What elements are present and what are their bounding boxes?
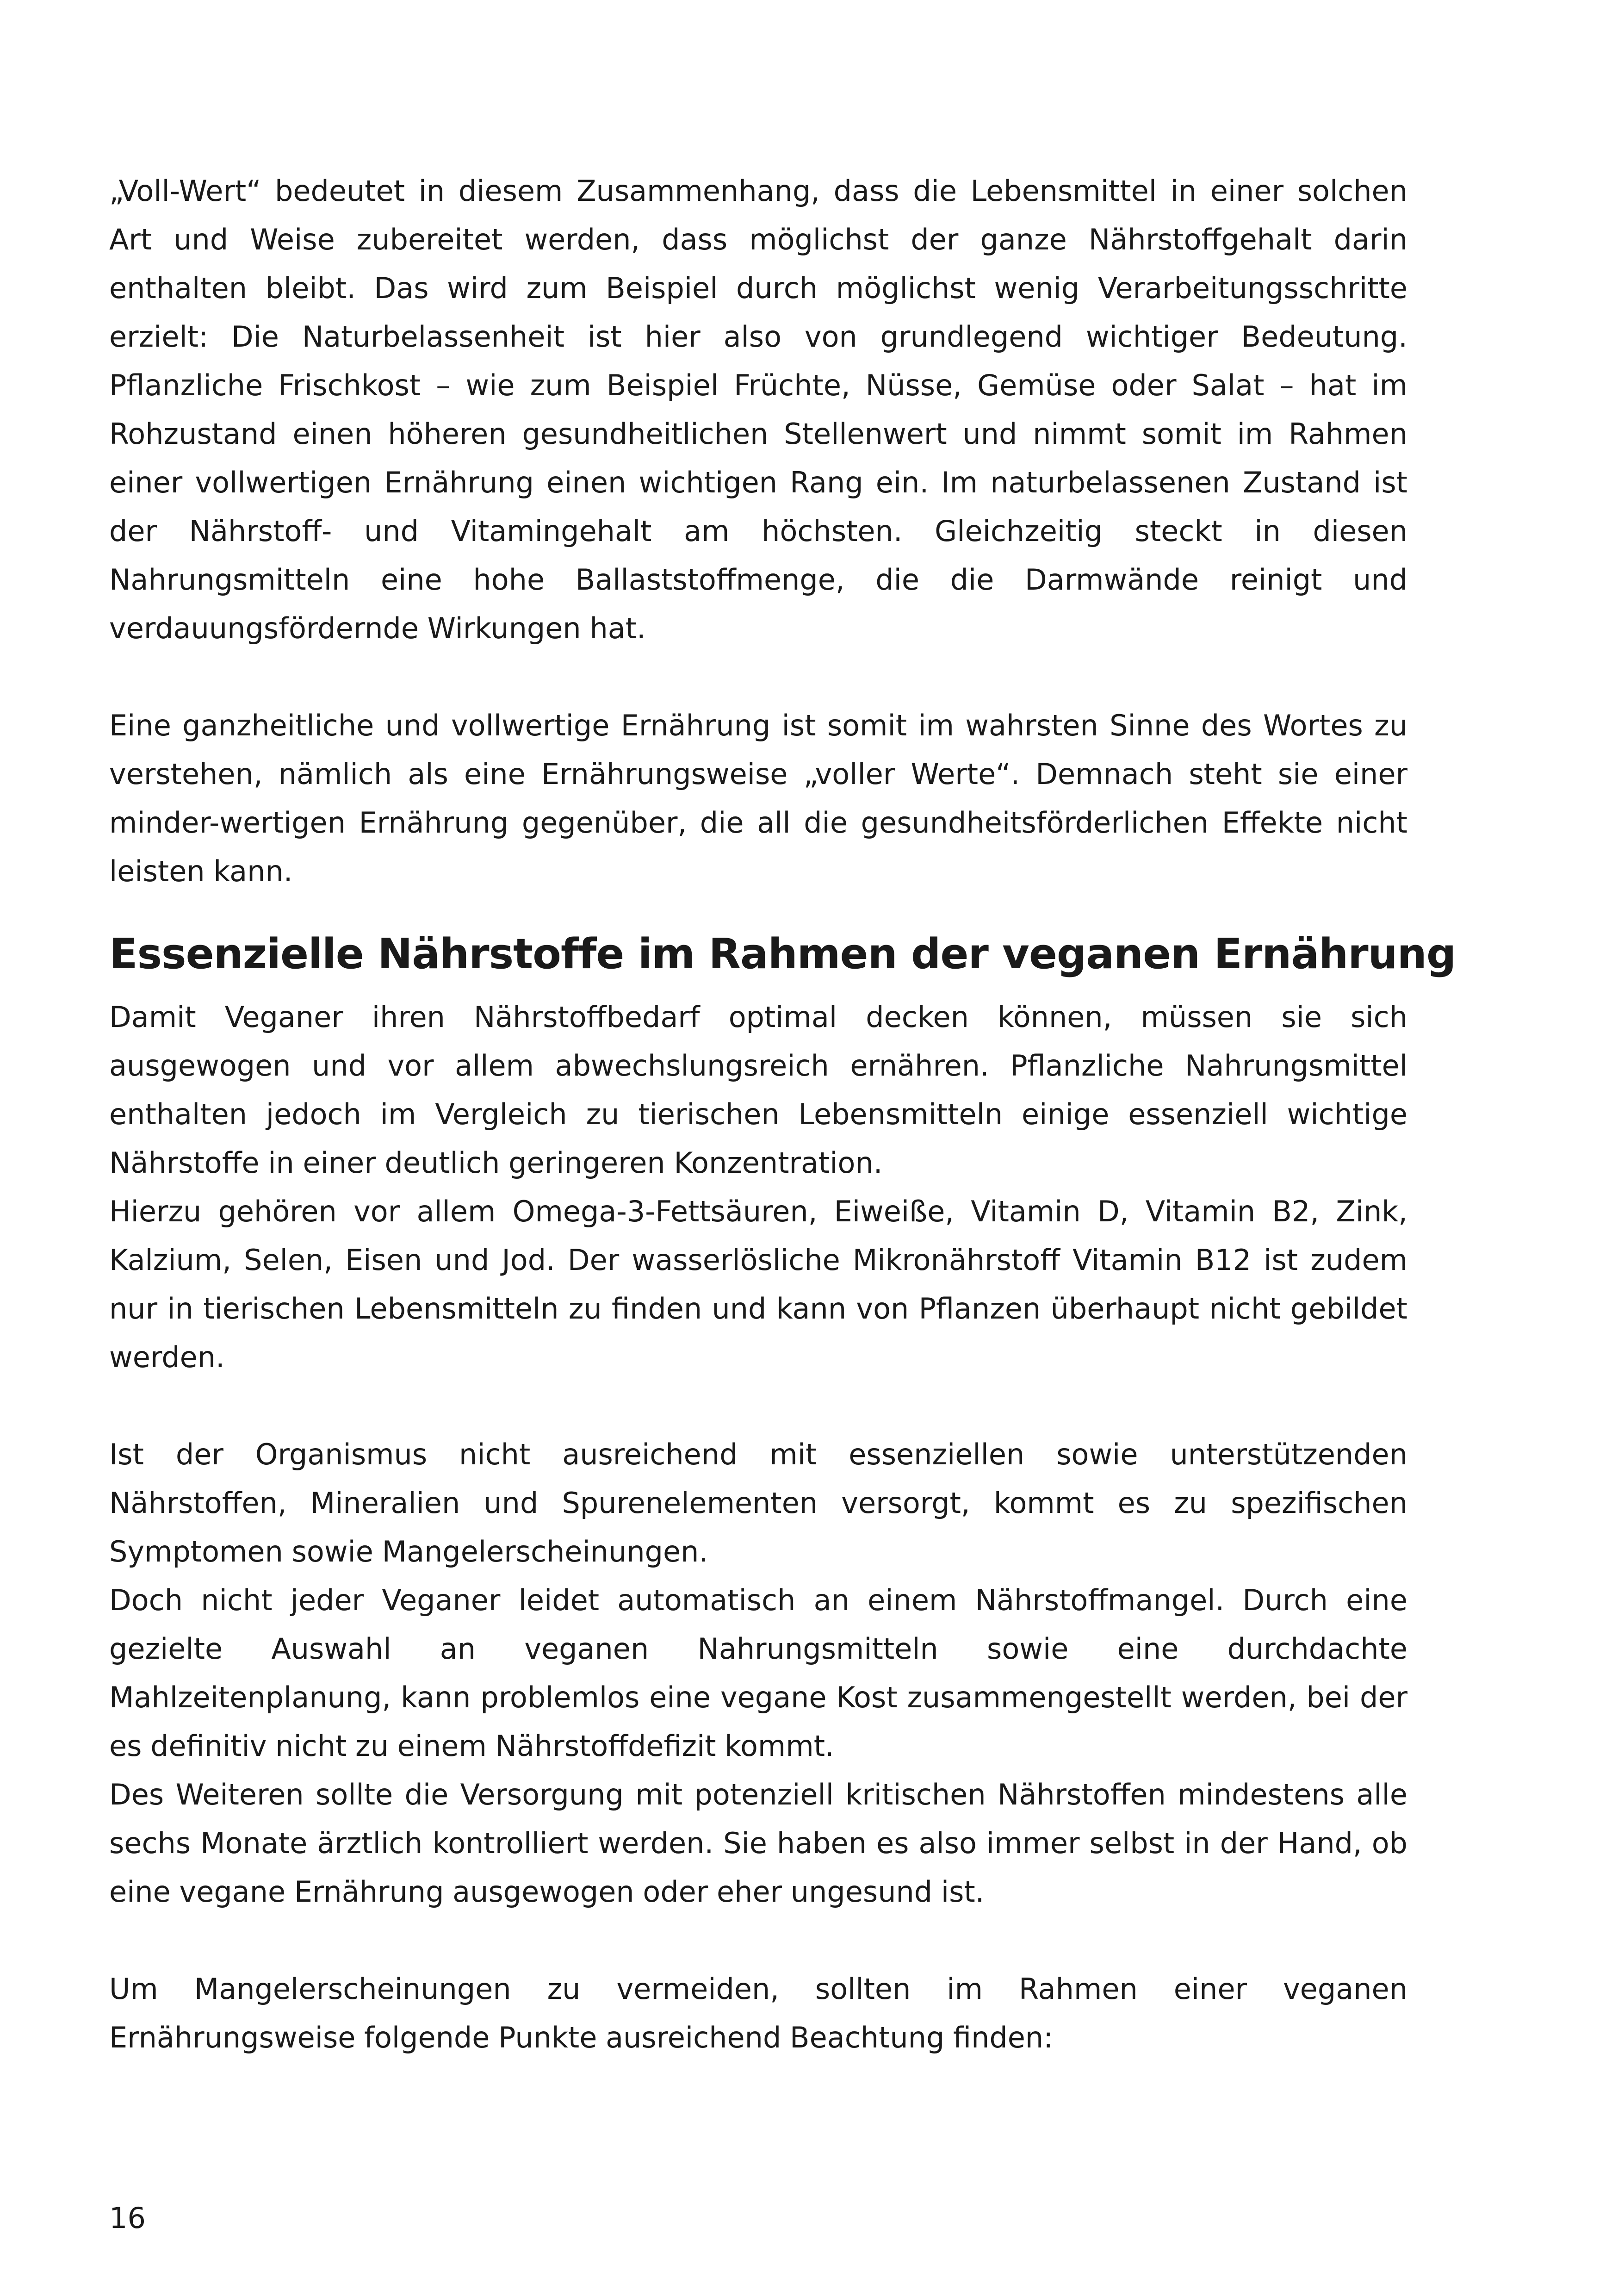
- paragraph-naehrstoffbedarf: Damit Veganer ihren Nährstoffbedarf optimal decken können, müssen sie sich ausgewogen und vor allem abwechslungsreich ernähren. Pflanzliche Nahrungsmittel enthalten jedoch im Vergleich zu tierischen Lebensmitteln einige essenziell wichtige Nährstoffe in einer deutlich geringeren Konzentration.: [109, 1000, 1407, 1180]
- paragraph-kritische-naehrstoffe: Hierzu gehören vor allem Omega-3-Fettsäuren, Eiweiße, Vitamin D, Vitamin B2, Zink, Kalzium, Selen, Eisen und Jod. Der wasserlösliche Mikronährstoff Vitamin B12 ist zudem nur in tierischen Lebensmitteln zu finden und kann von Pflanzen überhaupt nicht gebildet werden.: [109, 1195, 1407, 1374]
- paragraph-voll-wert: „Voll-Wert“ bedeutet in diesem Zusammenhang, dass die Lebensmittel in einer solchen Art und Weise zubereitet werden, dass möglichst der ganze Nährstoffgehalt darin enthalten bleibt. Das wird zum Beispiel durch möglichst wenig Verarbeitungsschritte erzielt: Die Naturbelassenheit ist hier also von grundlegend wichtiger Bedeutung. Pflanzliche Frischkost – wie zum Beispiel Früchte, Nüsse, Gemüse oder Salat – hat im Rohzustand einen höheren gesundheitlichen Stellenwert und nimmt somit im Rahmen einer vollwertigen Ernährung einen wichtigen Rang ein. Im naturbelassenen Zustand ist der Nährstoff- und Vitamingehalt am höchsten. Gleichzeitig steckt in diesen Nahrungsmitteln eine hohe Ballaststoffmenge, die die Darmwände reinigt und verdauungsfördernde Wirkungen hat.: [109, 174, 1407, 645]
- paragraph-mahlzeitenplanung: Doch nicht jeder Veganer leidet automatisch an einem Nährstoffmangel. Durch eine gezielte Auswahl an veganen Nahrungsmitteln sowie eine durchdachte Mahlzeitenplanung, kann problemlos eine vegane Kost zusammengestellt werden, bei der es definitiv nicht zu einem Nährstoffdefizit kommt.: [109, 1583, 1407, 1763]
- paragraph-gap: [109, 1916, 1407, 1965]
- page-number: 16: [109, 2201, 146, 2235]
- page-content: [109, 167, 1456, 2062]
- paragraph-gap: [109, 653, 1407, 701]
- section-heading: Essenzielle Nährstoffe im Rahmen der veganen Ernährung: [109, 930, 1456, 978]
- paragraph-ganzheitliche-ernaehrung: Eine ganzheitliche und vollwertige Ernährung ist somit im wahrsten Sinne des Wortes zu verstehen, nämlich als eine Ernährungsweise „voller Werte“. Demnach steht sie einer minder-wertigen Ernährung gegenüber, die all die gesundheitsförderlichen Effekte nicht leisten kann.: [109, 709, 1407, 888]
- paragraph-mangelerscheinungen: Ist der Organismus nicht ausreichend mit essenziellen sowie unterstützenden Nährstoffen, Mineralien und Spurenelementen versorgt, kommt es zu spezifischen Symptomen sowie Mangelerscheinungen.: [109, 1437, 1407, 1568]
- paragraph-gap: [109, 1381, 1407, 1430]
- paragraph-beachtung: Um Mangelerscheinungen zu vermeiden, sollten im Rahmen einer veganen Ernährungsweise folgende Punkte ausreichend Beachtung finden:: [109, 1972, 1407, 2054]
- paragraph-aerztliche-kontrolle: Des Weiteren sollte die Versorgung mit potenziell kritischen Nährstoffen mindestens alle sechs Monate ärztlich kontrolliert werden. Sie haben es also immer selbst in der Hand, ob eine vegane Ernährung ausgewogen oder eher ungesund ist.: [109, 1778, 1407, 1909]
